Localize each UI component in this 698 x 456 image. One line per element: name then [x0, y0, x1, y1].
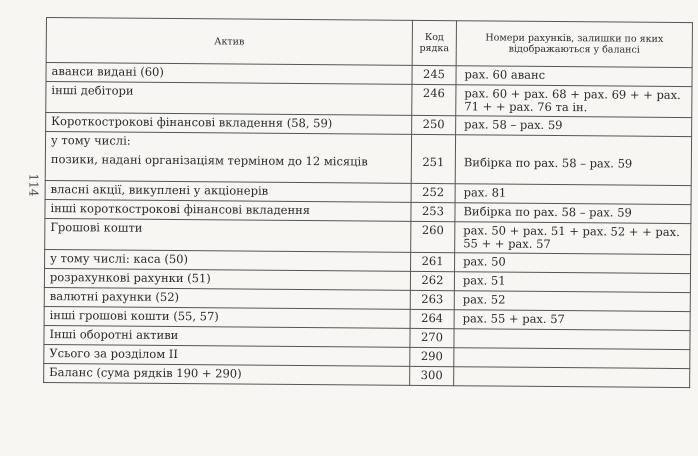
row-accounts [454, 329, 690, 350]
header-accounts: Номери рахунків, залишки по яких відображаються у балансі [456, 21, 692, 68]
row-code: 250 [412, 115, 456, 134]
row-code: 262 [410, 271, 454, 290]
row-accounts: рах. 55 + рах. 57 [454, 310, 690, 331]
row-accounts [455, 135, 691, 156]
row-code: 261 [411, 252, 455, 271]
row-code [411, 134, 455, 153]
balance-table [43, 17, 693, 388]
row-label: у тому числі: [45, 132, 411, 154]
row-label: Грошові кошти [45, 218, 411, 252]
row-code: 245 [412, 65, 456, 84]
row-accounts: рах. 50 + рах. 51 + рах. 52 + + рах. 55 + + рах. 57 [455, 222, 691, 255]
row-code: 290 [410, 347, 454, 366]
row-label: валютні рахунки (52) [44, 287, 410, 309]
row-label: позики, надані організаціям терміном до 12 місяців [45, 150, 411, 183]
row-label: Короткострокові фінансові вкладення (58, 59) [46, 113, 412, 135]
row-label: інші дебітори [46, 82, 412, 116]
row-label: аванси видані (60) [46, 63, 412, 85]
row-accounts [454, 367, 690, 388]
row-code: 270 [410, 328, 454, 347]
row-accounts: Вибірка по рах. 58 – рах. 59 [455, 154, 691, 186]
row-label: у тому числі: каса (50) [45, 249, 411, 271]
row-accounts: рах. 60 аванс [456, 66, 692, 87]
row-label: власні акції, викуплені у акціонерів [45, 180, 411, 202]
row-code: 253 [411, 202, 455, 221]
table-row [46, 82, 692, 118]
row-accounts [454, 348, 690, 369]
table-row [44, 363, 690, 387]
header-code: Код рядка [412, 20, 456, 65]
row-code: 264 [410, 309, 454, 328]
row-accounts: рах. 51 [454, 272, 690, 293]
row-label: інші короткострокові фінансові вкладення [45, 199, 411, 221]
row-accounts: рах. 81 [455, 184, 691, 205]
row-label: розрахункові рахунки (51) [44, 268, 410, 290]
row-code: 251 [411, 153, 455, 183]
row-code: 260 [411, 221, 455, 252]
table-row [45, 218, 691, 254]
row-code: 263 [410, 290, 454, 309]
table-header-row [46, 18, 692, 68]
row-accounts: рах. 60 + рах. 68 + рах. 69 + + рах. 71 + + рах. 76 та ін. [456, 85, 692, 118]
row-label: Інші оборотні активи [44, 325, 410, 347]
row-accounts: рах. 58 – рах. 59 [456, 116, 692, 137]
row-code: 300 [410, 366, 454, 385]
row-label: Усього за розділом II [44, 344, 410, 366]
row-code: 252 [411, 183, 455, 202]
row-accounts: Вибірка по рах. 58 – рах. 59 [455, 203, 691, 224]
row-accounts: рах. 52 [454, 291, 690, 312]
page-number: 114 [26, 173, 41, 197]
header-assets: Актив [46, 18, 412, 66]
row-label: Баланс (сума рядків 190 + 290) [44, 363, 410, 385]
row-code: 246 [412, 84, 456, 115]
row-label: інші грошові кошти (55, 57) [44, 306, 410, 328]
row-accounts: рах. 50 [455, 253, 691, 274]
